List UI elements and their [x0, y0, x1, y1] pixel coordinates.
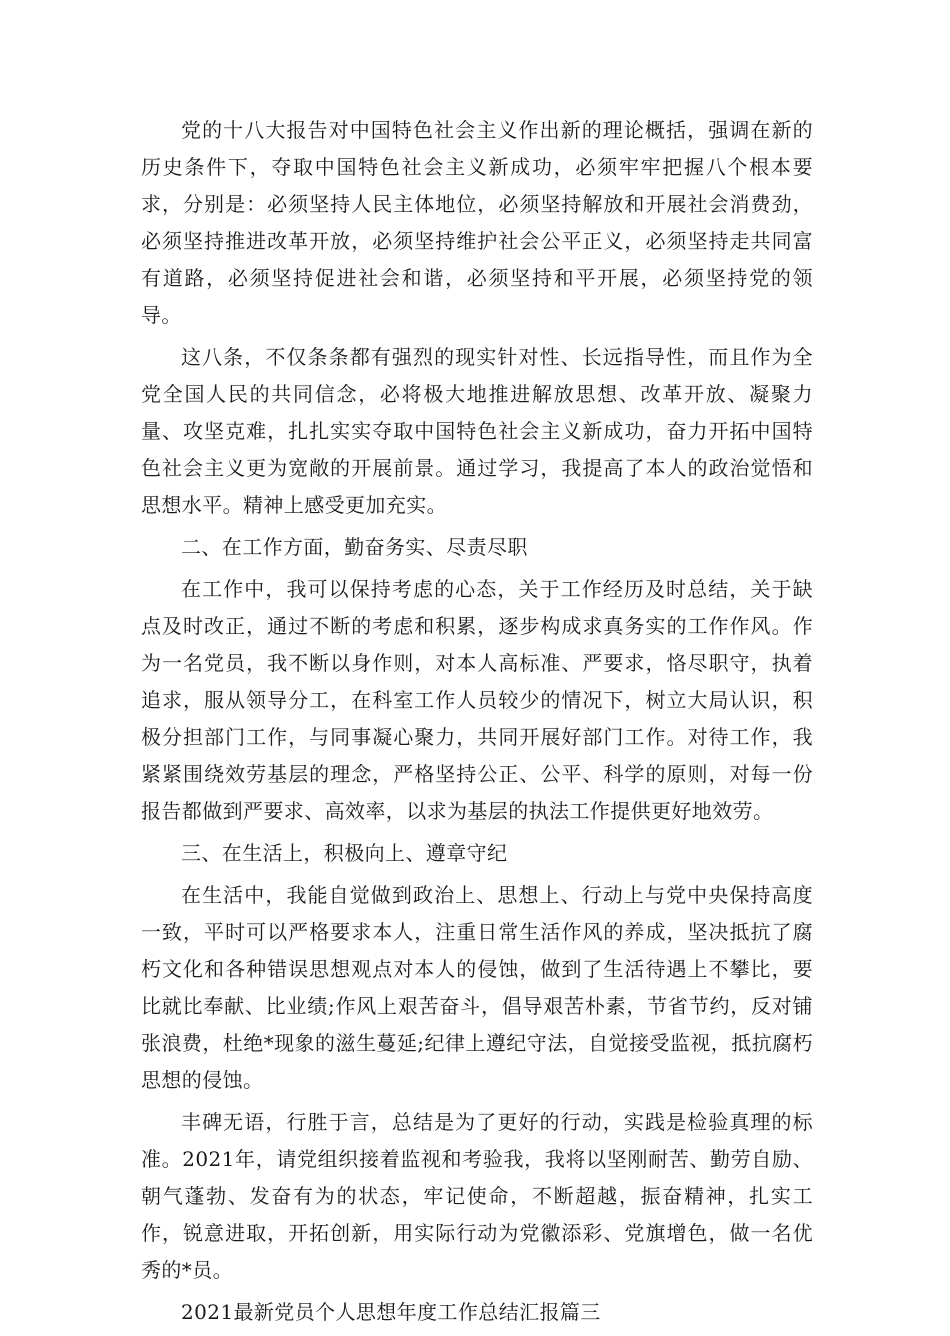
paragraph-work: 在工作中，我可以保持考虑的心态，关于工作经历及时总结，关于缺点及时改正，通过不断的考虑和积累，逐步构成求真务实的工作作风。作为一名党员，我不断以身作则，对本人高标准、严要求，恪尽职守，执着追求，服从领导分工，在科室工作人员较少的情况下，树立大局认识，积极分担部门工作，与同事凝心聚力，共同开展好部门工作。对待工作，我紧紧围绕效劳基层的理念，严格坚持公正、公平、科学的原则，对每一份报告都做到严要求、高效率，以求为基层的执法工作提供更好地效劳。 — [141, 577, 813, 823]
next-article-title: 2021最新党员个人思想年度工作总结汇报篇三 — [181, 1300, 601, 1324]
paragraph-conclusion: 丰碑无语，行胜于言，总结是为了更好的行动，实践是检验真理的标准。2021年，请党组织接着监视和考验我，我将以坚刚耐苦、勤劳自励、朝气蓬勃、发奋有为的状态，牢记使命，不断超越，振奋精神，扎实工作，锐意进取，开拓创新，用实际行动为党徽添彩、党旗增色，做一名优秀的*员。 — [141, 1110, 813, 1282]
section-heading-work: 二、在工作方面，勤奋务实、尽责尽职 — [181, 535, 528, 559]
paragraph-eight-requirements-significance: 这八条，不仅条条都有强烈的现实针对性、长远指导性，而且作为全党全国人民的共同信念，必将极大地推进解放思想、改革开放、凝聚力量、攻坚克难，扎扎实实夺取中国特色社会主义新成功，奋力开拓中国特色社会主义更为宽敞的开展前景。通过学习，我提高了本人的政治觉悟和思想水平。精神上感受更加充实。 — [141, 345, 813, 517]
paragraph-life: 在生活中，我能自觉做到政治上、思想上、行动上与党中央保持高度一致，平时可以严格要求本人，注重日常生活作风的养成，坚决抵抗了腐朽文化和各种错误思想观点对本人的侵蚀，做到了生活待遇上不攀比，要比就比奉献、比业绩;作风上艰苦奋斗，倡导艰苦朴素，节省节约，反对铺张浪费，杜绝*现象的滋生蔓延;纪律上遵纪守法，自觉接受监视，抵抗腐朽思想的侵蚀。 — [141, 883, 813, 1092]
section-heading-life: 三、在生活上，积极向上、遵章守纪 — [181, 841, 508, 865]
paragraph-party-congress-requirements: 党的十八大报告对中国特色社会主义作出新的理论概括，强调在新的历史条件下，夺取中国特色社会主义新成功，必须牢牢把握八个根本要求，分别是：必须坚持人民主体地位，必须坚持解放和开展社会消费劲，必须坚持推进改革开放，必须坚持维护社会公平正义，必须坚持走共同富有道路，必须坚持促进社会和谐，必须坚持和平开展，必须坚持党的领导。 — [141, 118, 813, 327]
document-body — [141, 112, 813, 1336]
